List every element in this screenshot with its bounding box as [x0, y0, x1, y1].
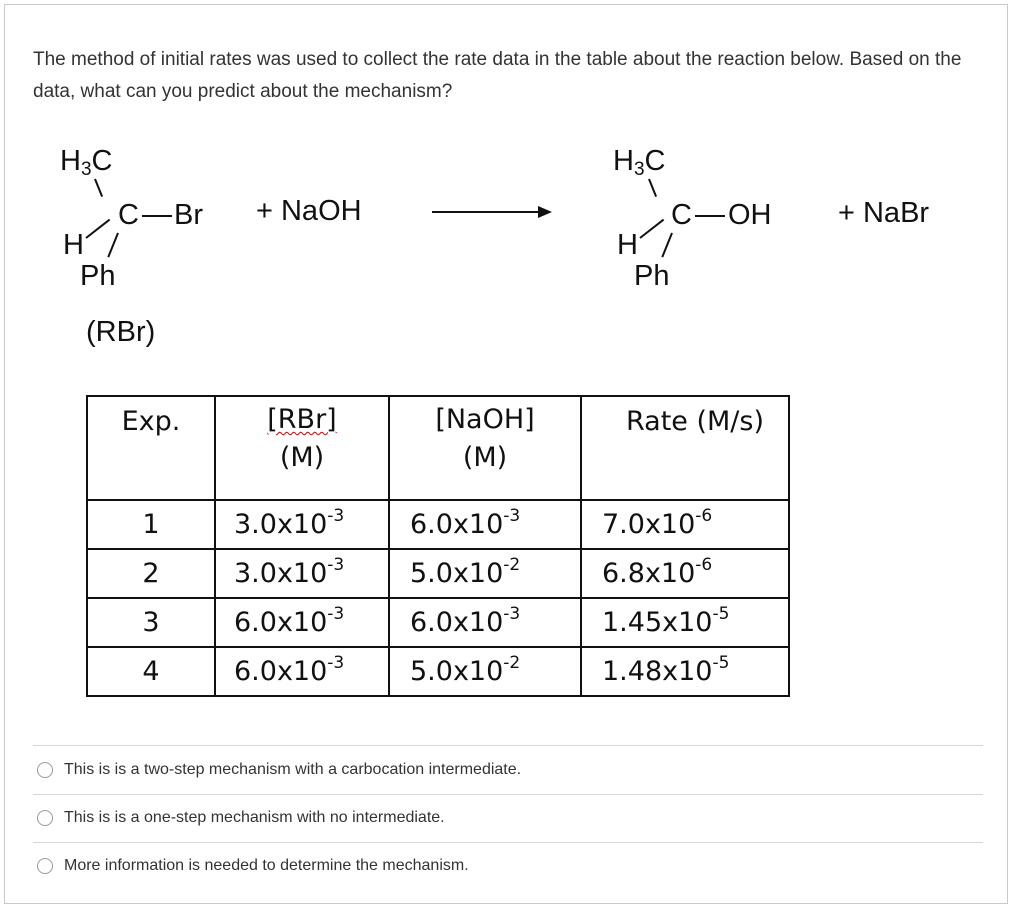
option-divider	[33, 745, 983, 746]
radio-button[interactable]	[37, 762, 53, 778]
reactant-br-label: Br	[174, 199, 203, 231]
table-row	[87, 500, 789, 549]
cell-rbr: $3.0x10^{-3}$	[215, 549, 389, 598]
answer-option-3[interactable]	[37, 853, 469, 879]
table-row	[87, 549, 789, 598]
plus-nabr: + NaBr	[838, 197, 930, 229]
cell-rbr: $6.0x10^{-3}$	[215, 598, 389, 647]
header-naoh: [NaOH] (M)	[389, 396, 581, 500]
cell-naoh: $5.0x10^{-2}$	[389, 647, 581, 696]
option-label: More information is needed to determine the mechanism.	[64, 857, 469, 874]
cell-exp: 1	[87, 500, 215, 549]
product-methyl-label: $H_3C$	[613, 145, 666, 180]
reactant-methyl-label: $H_3C$	[60, 145, 113, 180]
answer-option-2[interactable]	[37, 805, 445, 831]
reactant-carbon-label: C	[118, 199, 139, 231]
reactant-h-label: H	[63, 229, 84, 261]
plus-naoh: + NaOH	[256, 195, 362, 227]
cell-rbr: $6.0x10^{-3}$	[215, 647, 389, 696]
option-divider	[33, 842, 983, 843]
cell-naoh: $6.0x10^{-3}$	[389, 500, 581, 549]
cell-exp: 2	[87, 549, 215, 598]
reactant-rbr-label: (RBr)	[86, 316, 156, 348]
product-ph-label: Ph	[634, 260, 670, 292]
cell-rbr: $3.0x10^{-3}$	[215, 500, 389, 549]
reaction-arrow-head	[538, 206, 552, 218]
table-row	[87, 598, 789, 647]
radio-button[interactable]	[37, 810, 53, 826]
cell-rate: $1.48x10^{-5}$	[581, 647, 789, 696]
option-divider	[33, 794, 983, 795]
rate-data-table	[86, 395, 790, 697]
header-exp: Exp.	[87, 396, 215, 500]
question-text: The method of initial rates was used to collect the rate data in the table about the reaction below. Based on the data, what can you predict about the mechanism?	[33, 49, 962, 102]
cell-rate: $1.45x10^{-5}$	[581, 598, 789, 647]
table-header-row	[87, 396, 789, 500]
cell-naoh: $5.0x10^{-2}$	[389, 549, 581, 598]
radio-button[interactable]	[37, 858, 53, 874]
product-oh-label: OH	[728, 199, 772, 231]
reaction-arrow	[432, 211, 542, 213]
option-label: This is is a two-step mechanism with a carbocation intermediate.	[64, 761, 522, 778]
cell-rate: $7.0x10^{-6}$	[581, 500, 789, 549]
table-row	[87, 647, 789, 696]
reactant-ph-label: Ph	[80, 260, 116, 292]
answer-option-1[interactable]	[37, 757, 521, 783]
reactant-bond-right	[142, 215, 172, 217]
header-rate: Rate (M/s)	[581, 396, 789, 500]
cell-rate: $6.8x10^{-6}$	[581, 549, 789, 598]
product-carbon-label: C	[671, 199, 692, 231]
header-rbr: [RBr] (M)	[215, 396, 389, 500]
product-h-label: H	[617, 229, 638, 261]
cell-exp: 3	[87, 598, 215, 647]
cell-exp: 4	[87, 647, 215, 696]
product-bond-right	[695, 215, 725, 217]
option-label: This is is a one-step mechanism with no intermediate.	[64, 809, 445, 826]
cell-naoh: $6.0x10^{-3}$	[389, 598, 581, 647]
